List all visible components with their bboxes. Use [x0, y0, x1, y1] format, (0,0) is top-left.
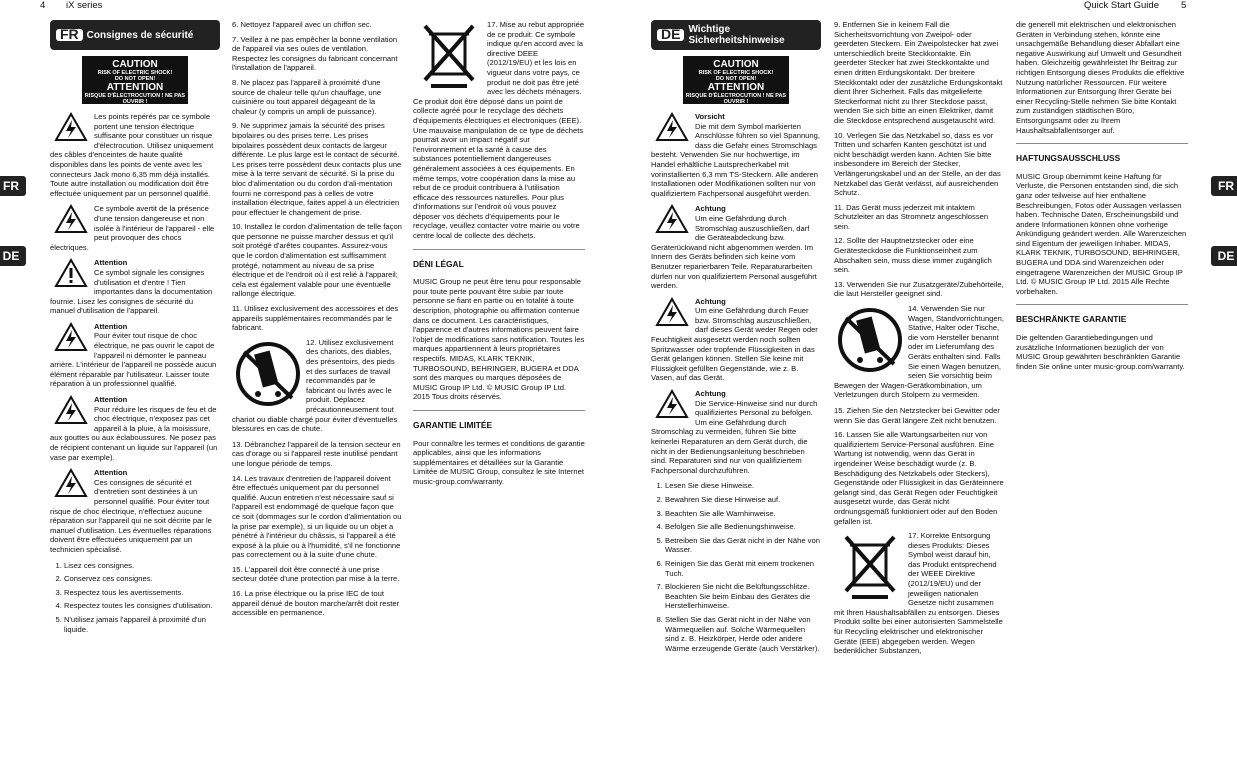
de-achtung-3: Achtung Die Service-Hinweise sind nur durch qualifiziertes Personal zu befolgen. Um eine Gefährdung durch Stromschlag zu vermeiden, führen Sie bitte keinerlei Reparaturen an dem Gerät durch, die nicht in der Bedienungsanleitung beschrieben sind. Reparaturen sind nur von qualifiziertem Fachpersonal durchzuführen. [651, 389, 818, 475]
side-tab-de-right: DE [1211, 246, 1237, 266]
lightning-warning-icon [655, 204, 689, 234]
lightning-warning-icon [655, 297, 689, 327]
fr-item-11: 11. Utilisez exclusivement des accessoires et des appareils supplémentaires recommandés par le fabricant. [232, 304, 399, 333]
fr-language-code: FR [56, 29, 83, 41]
list-item: 5. N'utilisez jamais l'appareil à proximité d'un liquide. [64, 615, 220, 634]
de-section-title: Wichtige Sicherheitshinweise [688, 24, 785, 46]
list-item: 7. Blockieren Sie nicht die Belüftungsschlitze. Beachten Sie beim Einbau des Gerätes die Herstellerhinweise. [665, 582, 821, 611]
de-item-9: 9. Entfernen Sie in keinem Fall die Sicherheitsvorrichtung von Zweipol- oder geerdeten Steckern. Ein Zweipolstecker hat zwei unterschiedlich breite Steckkontakte. Ein geerdeter Stecker hat zwei Steckkontakte und einen dritten Erdungskontakt. Der breitere Steckkontakt oder der zusätzliche Erdungskontakt dient Ihrer Sicherheit. Falls das mitgelieferte Steckerformat nicht zu Ihrer Steckdose passt, wenden Sie sich bitte an einen Elektriker, damit die Steckdose entsprechend ausgetauscht wird. [834, 20, 1003, 125]
de-liability-heading: HAFTUNGSAUSSCHLUSS [1016, 153, 1121, 164]
de-column-2 [834, 20, 1004, 772]
fr-column-2 [232, 20, 402, 772]
fr-item-13: 13. Débranchez l'appareil de la tension secteur en cas d'orage ou si l'appareil reste inutilisé pendant une longue période de temps. [232, 439, 401, 468]
de-warranty-text: Die geltenden Garantiebedingungen und zusätzliche Informationen bezüglich der von MUSIC Group gewährten beschränkten Garantie finden Sie online unter music-group.com/warranty. [1016, 333, 1185, 371]
fr-warranty-text: Pour connaître les termes et conditions de garantie applicables, ainsi que les informations supplémentaires et détaillées sur la Garantie Limitée de MUSIC Group, consultez le site Internet music-group.com/warranty. [413, 438, 585, 486]
lightning-warning-icon [655, 112, 689, 142]
de-section-tag [651, 20, 821, 50]
fr-item-10: 10. Installez le cordon d'alimentation de telle façon que personne ne puisse marcher dessus et qu'il soit protégé d'arêtes coupantes. Assurez-vous que le cordon d'alimentation est suffisamment protégé, notamment au niveau de sa prise électrique et de l'endroit où il est relié à l'appareil; cela est également valable pour une éventuelle rallonge électrique. [232, 222, 402, 299]
fr-attention-1: Attention Ce symbol signale les consignes d'utilisation et d'entre ! Tien importantes dans la documentation fournie. Lisez les consignes de sécurité du manuel d'utilisation de l'appareil. [50, 258, 213, 316]
page-number-left: 4 [40, 0, 46, 11]
fr-item-17: 17. Mise au rebut appropriée de ce produit: Ce symbole indique qu'en accord avec la directive DEEE (2012/19/EU) et les lois en vigueur dans votre pays, ce produit ne doit pas être jeté avec les déchets ménagers. Ce produit doit être déposé dans un point de collecte agréé pour le recyclage des déchets d'équipements électriques et électroniques (EEE). Une mauvaise manipulation de ce type de déchets pourrait avoir un impact négatif sur l'environnement et la santé à cause des substances potentiellement dangereuses généralement associées à ces équipements. En même temps, votre coopération dans la mise au rebut de ce produit contribuera à l'utilisation efficace des ressources naturelles. Pour plus d'informations sur l'endroit où vous pouvez déposer vos déchets d'équipements pour le recyclage, veuillez contacter votre mairie ou votre centre local de collecte des déchets. [413, 20, 585, 241]
de-achtung-2: Achtung Um eine Gefährdung durch Feuer bzw. Stromschlag auszuschließen, darf dieses Gerät weder Regen oder Feuchtigkeit ausgesetzt werden noch sollten Spritzwasser oder tropfende Flüssigkeiten in das Gerät gelangen können. Stellen Sie keine mit Flüssigkeit gefüllten Gegenstände, wie z. B. Vasen, auf das Gerät. [651, 296, 818, 383]
fr-warning-voltage: Les points repérés par ce symbole portent une tension électrique suffisante pour constituer un risque d'électrocution. Utilisez uniquement des câbles d'enceintes de haute qualité disponibles dans les points de vente avec les connecteurs Jack mono 6,35 mm déjà installés. Toute autre installation ou modification doit être effectuée uniquement par un personnel qualifié. [50, 112, 214, 198]
page-number-right: 5 [1181, 0, 1187, 11]
list-item: 2. Bewahren Sie diese Hinweise auf. [665, 495, 821, 505]
fr-item-8: 8. Ne placez pas l'appareil à proximité d'une source de chaleur telle qu'un chauffage, une cuisinière ou tout appareil dégageant de la chaleur (y compris un ampli de puissance). [232, 77, 382, 116]
cart-tipover-icon [236, 338, 300, 408]
de-column-3 [1016, 20, 1188, 772]
list-item: 6. Reinigen Sie das Gerät mit einem trockenen Tuch. [665, 559, 821, 578]
fr-attention-4: Attention Ces consignes de sécurité et d'entretien sont destinées à un personnel qualifié. Pour éviter tout risque de choc électrique, n'effectuez aucune réparation sur l'appareil qui ne soit décrite par le manuel d'utilisation. Les éventuelles réparations doivent être effectuées uniquement par un technicien spécialisé. [50, 468, 212, 554]
side-tab-de-left: DE [0, 246, 26, 266]
de-item-11: 11. Das Gerät muss jederzeit mit intaktem Schutzleiter an das Stromnetz angeschlossen sein. [834, 202, 989, 231]
fr-warning-uninsulated: Ce symbole avertit de la présence d'une tension dangereuse et non isolée à l'intérieur de l'appareil - elle peut provoquer des chocs électriques. [50, 204, 215, 252]
de-item-13: 13. Verwenden Sie nur Zusatzgeräte/Zubehörteile, die laut Hersteller geeignet sind. [834, 279, 1004, 299]
fr-item-9: 9. Ne supprimez jamais la sécurité des prises bipolaires ou des prises terre. Les prises bipolaires possèdent deux contacts de largeur différente. Le plus large est le contact de sécurité. Les prises terre possèdent deux contacts plus une mise à la terre servant de sécurité. Si la prise du bloc d'alimentation ou du cordon d'ali-mentation fourni ne correspond pas à celles de votre installation électrique, faites appel à un électricien pour effectuer le changement de prise. [232, 121, 402, 217]
weee-bin-icon [838, 531, 902, 601]
list-item: 1. Lisez ces consignes. [64, 561, 220, 571]
list-item: 4. Respectez toutes les consignes d'utilisation. [64, 601, 220, 611]
fr-item-16: 16. La prise électrique ou la prise IEC de tout appareil dénué de bouton marche/arrêt doit rester accessible en permanence. [232, 589, 400, 618]
weee-bin-icon [417, 20, 481, 90]
lightning-warning-icon [655, 389, 689, 419]
list-item: 4. Befolgen Sie alle Bedienungshinweise. [665, 522, 821, 532]
fr-item-15: 15. L'appareil doit être connecté à une prise secteur dotée d'une protection par mise à la terre. [232, 564, 400, 584]
de-caution-label: CAUTION RISK OF ELECTRIC SHOCK! DO NOT OPEN! ATTENTION RISQUE D'ÉLECTROCUTION ! NE PAS OUVRIR ! [683, 56, 789, 104]
fr-item-14: 14. Les travaux d'entretien de l'appareil doivent être effectués uniquement par du personnel qualifié. Aucun entretien n'est nécessaire sauf si l'appareil est endommagé de quelque façon que ce soit (dommages sur le cordon d'alimentation ou la prise par exemple), si un liquide ou un objet a pénétré à l'intérieur du châssis, si l'appareil a été exposé à la pluie ou à l'humidité, s'il ne fonctionne pas correctement ou à la suite d'une chute. [232, 473, 402, 560]
de-column-1 [651, 20, 821, 772]
fr-item-6: 6. Nettoyez l'appareil avec un chiffon sec. [232, 20, 372, 29]
de-item-17: 17. Korrekte Entsorgung dieses Produkts: Dieses Symbol weist darauf hin, das Produkt entsprechend der WEEE Direktive (2012/19/EU) und der jeweiligen nationalen Gesetze nicht zusammen mit Ihren Haushaltsabfällen zu entsorgen. Dieses Produkt sollte bei einer autorisierten Sammelstelle für Recycling elektrischer und elektronischer Geräte (EEE) abgegeben werden. Wegen bedenklicher Substanzen, [834, 531, 1003, 656]
series-name: iX series [66, 0, 103, 11]
de-warranty-heading: BESCHRÄNKTE GARANTIE [1016, 314, 1127, 325]
lightning-warning-icon [54, 468, 88, 498]
fr-attention-3: Attention Pour réduire les risques de feu et de choc électrique, n'exposez pas cet appareil à la pluie, à la moisissure, aux gouttes ou aux éclaboussures. Ne posez pas de récipient contenant un liquide sur l'appareil (un vase par exemple). [50, 395, 218, 462]
de-item-14: 14. Verwenden Sie nur Wagen, Standvorrichtungen, Stative, Halter oder Tische, die vom Hersteller benannt oder im Lieferumfang des Geräts enthalten sind. Falls Sie einen Wagen benutzen, seien Sie vorsichtig beim Bewegen der Wagen-Gerätkombination, um Verletzungen durch Stolpern zu vermeiden. [834, 304, 1004, 400]
list-item: 1. Lesen Sie diese Hinweise. [665, 481, 821, 491]
list-item: 3. Respectez tous les avertissements. [64, 588, 220, 598]
side-tab-fr-right: FR [1211, 176, 1237, 196]
cart-tipover-icon [838, 304, 902, 374]
list-item: 2. Conservez ces consignes. [64, 574, 220, 584]
list-item: 3. Beachten Sie alle Warnhinweise. [665, 509, 821, 519]
fr-item-7: 7. Veillez à ne pas empêcher la bonne ventilation de l'appareil via ses ouïes de ventilation. Respectez les consignes du fabricant concernant l'installation de l'appareil. [232, 34, 398, 73]
fr-section-tag [50, 20, 220, 50]
de-achtung-1: Achtung Um eine Gefährdung durch Stromschlag auszuschließen, darf die Geräteabdeckung bzw. Geräterückwand nicht abgenommen werden. Im Innern des Geräts befinden sich keine vom Benutzer reparierbaren Teile. Reparaturarbeiten dürfen nur von qualifiziertem Personal ausgeführt werden. [651, 204, 817, 291]
exclamation-warning-icon [54, 258, 88, 288]
fr-legal-heading: DÉNI LÉGAL [413, 258, 464, 269]
de-vorsicht: Vorsicht Die mit dem Symbol markierten Anschlüsse führen so viel Spannung, dass die Gefahr eines Stromschlags besteht. Verwenden Sie nur hochwertige, im Handel erhältliche Lautsprecherkabel mit vorinstallierten 6,3 mm TS-Steckern. Alle anderen Installationen oder Modifikationen sollten nur von qualifiziertem Fachpersonal ausgeführt werden. [651, 112, 820, 198]
fr-attention-2: Attention Pour éviter tout risque de choc électrique, ne pas ouvrir le capot de l'appareil ni démonter le panneau arrière. L'intérieur de l'appareil ne possède aucun élément réparable par l'utilisateur. Laisser toute réparation à un professionnel qualifié. [50, 321, 217, 389]
lightning-warning-icon [54, 204, 88, 234]
fr-section-title: Consignes de sécurité [86, 29, 194, 41]
de-language-code: DE [657, 29, 684, 41]
lightning-warning-icon [54, 322, 88, 352]
fr-caution-label: CAUTION RISK OF ELECTRIC SHOCK! DO NOT OPEN! ATTENTION RISQUE D'ÉLECTROCUTION ! NE PAS OUVRIR ! [82, 56, 188, 104]
fr-instruction-list [50, 561, 220, 635]
fr-warranty-heading: GARANTIE LIMITÉE [413, 419, 493, 430]
de-instruction-list [651, 481, 821, 653]
de-item-12: 12. Sollte der Hauptnetzstecker oder eine Gerätesteckdose die Funktionseinheit zum Abschalten sein, muss diese immer zugänglich sein. [834, 236, 992, 275]
fr-column-3 [413, 20, 585, 772]
de-liability-text: MUSIC Group übernimmt keine Haftung für Verluste, die Personen entstanden sind, die sich ganz oder teilweise auf hier enthaltene Beschreibungen, Fotos oder Aussagen verlassen haben. Technische Daten, Erscheinungsbild und andere Informationen können ohne vorherige Ankündigung geändert werden. Alle Warenzeichen sind Eigentum der jeweiligen Inhaber. MIDAS, KLARK TEKNIK, TURBOSOUND, BEHRINGER, BUGERA und DDA sind Warenzeichen oder eingetragene Warenzeichen der MUSIC Group IP Ltd. © MUSIC Group IP Ltd. 2015 Alle Rechte vorbehalten. [1016, 171, 1187, 296]
de-item-16: 16. Lassen Sie alle Wartungsarbeiten nur von qualifiziertem Service-Personal ausführen. Eine Wartung ist notwendig, wenn das Gerät in irgendeiner Weise beschädigt wurde (z. B. Beschädigung des Netzkabels oder Steckers), Gegenstände oder Flüssigkeit in das Geräteinnere gelangt sind, das Gerät Regen oder Feuchtigkeit ausgesetzt wurde, das Gerät nicht ordnungsgemäß funktioniert oder auf den Boden gefallen ist. [834, 430, 1004, 526]
de-weee-continued: die generell mit elektrischen und elektronischen Geräten in Verbindung stehen, könnte eine unsachgemäße Behandlung dieser Abfallart eine negative Auswirkung auf Umwelt und Gesundheit haben. Gleichzeitig gewährleistet Ihr Beitrag zur richtigen Entsorgung dieses Produkts die effektive Nutzung natürlicher Ressourcen. Für weitere Informationen zur Entsorgung Ihrer Geräte bei einer Recycling-Stelle nehmen Sie bitte Kontakt zum zuständigen städtischen Büro, Entsorgungsamt oder zu Ihrem Haushaltsabfallentsorger auf. [1016, 20, 1185, 135]
fr-item-12: 12. Utilisez exclusivement des chariots, des diables, des présentoirs, des pieds et des surfaces de travail recommandés par le fabricant ou livrés avec le produit. Déplacez précautionneusement tout chariot ou diable chargé pour éviter d'éventuelles blessures en cas de chute. [232, 337, 398, 434]
fr-legal-text: MUSIC Group ne peut être tenu pour responsable pour toute perte pouvant être subie par toute personne se fiant en partie ou en totalité à toute description, photographie ou affirmation contenue dans ce document. Les caractéristiques, l'apparence et d'autres informations peuvent faire l'objet de modifications sans notification. Toutes les marques appartiennent à leurs propriétaires respectifs. MIDAS, KLARK TEKNIK, TURBOSOUND, BEHRINGER, BUGERA et DDA sont des marques ou marques déposées de MUSIC Group IP Ltd. © MUSIC Group IP Ltd. 2015 Tous droits réservés. [413, 277, 585, 402]
side-tab-fr-left: FR [0, 176, 26, 196]
de-item-15: 15. Ziehen Sie den Netzstecker bei Gewitter oder wenn Sie das Gerät längere Zeit nicht benutzen. [834, 405, 1000, 425]
lightning-warning-icon [54, 395, 88, 425]
guide-name: Quick Start Guide [1084, 0, 1159, 11]
list-item: 5. Betreiben Sie das Gerät nicht in der Nähe von Wasser. [665, 536, 821, 555]
de-item-10: 10. Verlegen Sie das Netzkabel so, dass es vor Tritten und scharfen Kanten geschützt ist und nicht beschädigt werden kann. Achten Sie bitte insbesondere im Bereich der Stecker, Verlängerungskabel und an der Stelle, an der das Netzkabel das Gerät verlässt, auf ausreichenden Schutz. [834, 130, 1001, 198]
lightning-warning-icon [54, 112, 88, 142]
list-item: 8. Stellen Sie das Gerät nicht in der Nähe von Wärmequellen auf. Solche Wärmequellen sind z. B. Heizkörper, Herde oder andere Wärme erzeugende Geräte (auch Verstärker). [665, 615, 821, 653]
fr-column-1 [50, 20, 220, 772]
